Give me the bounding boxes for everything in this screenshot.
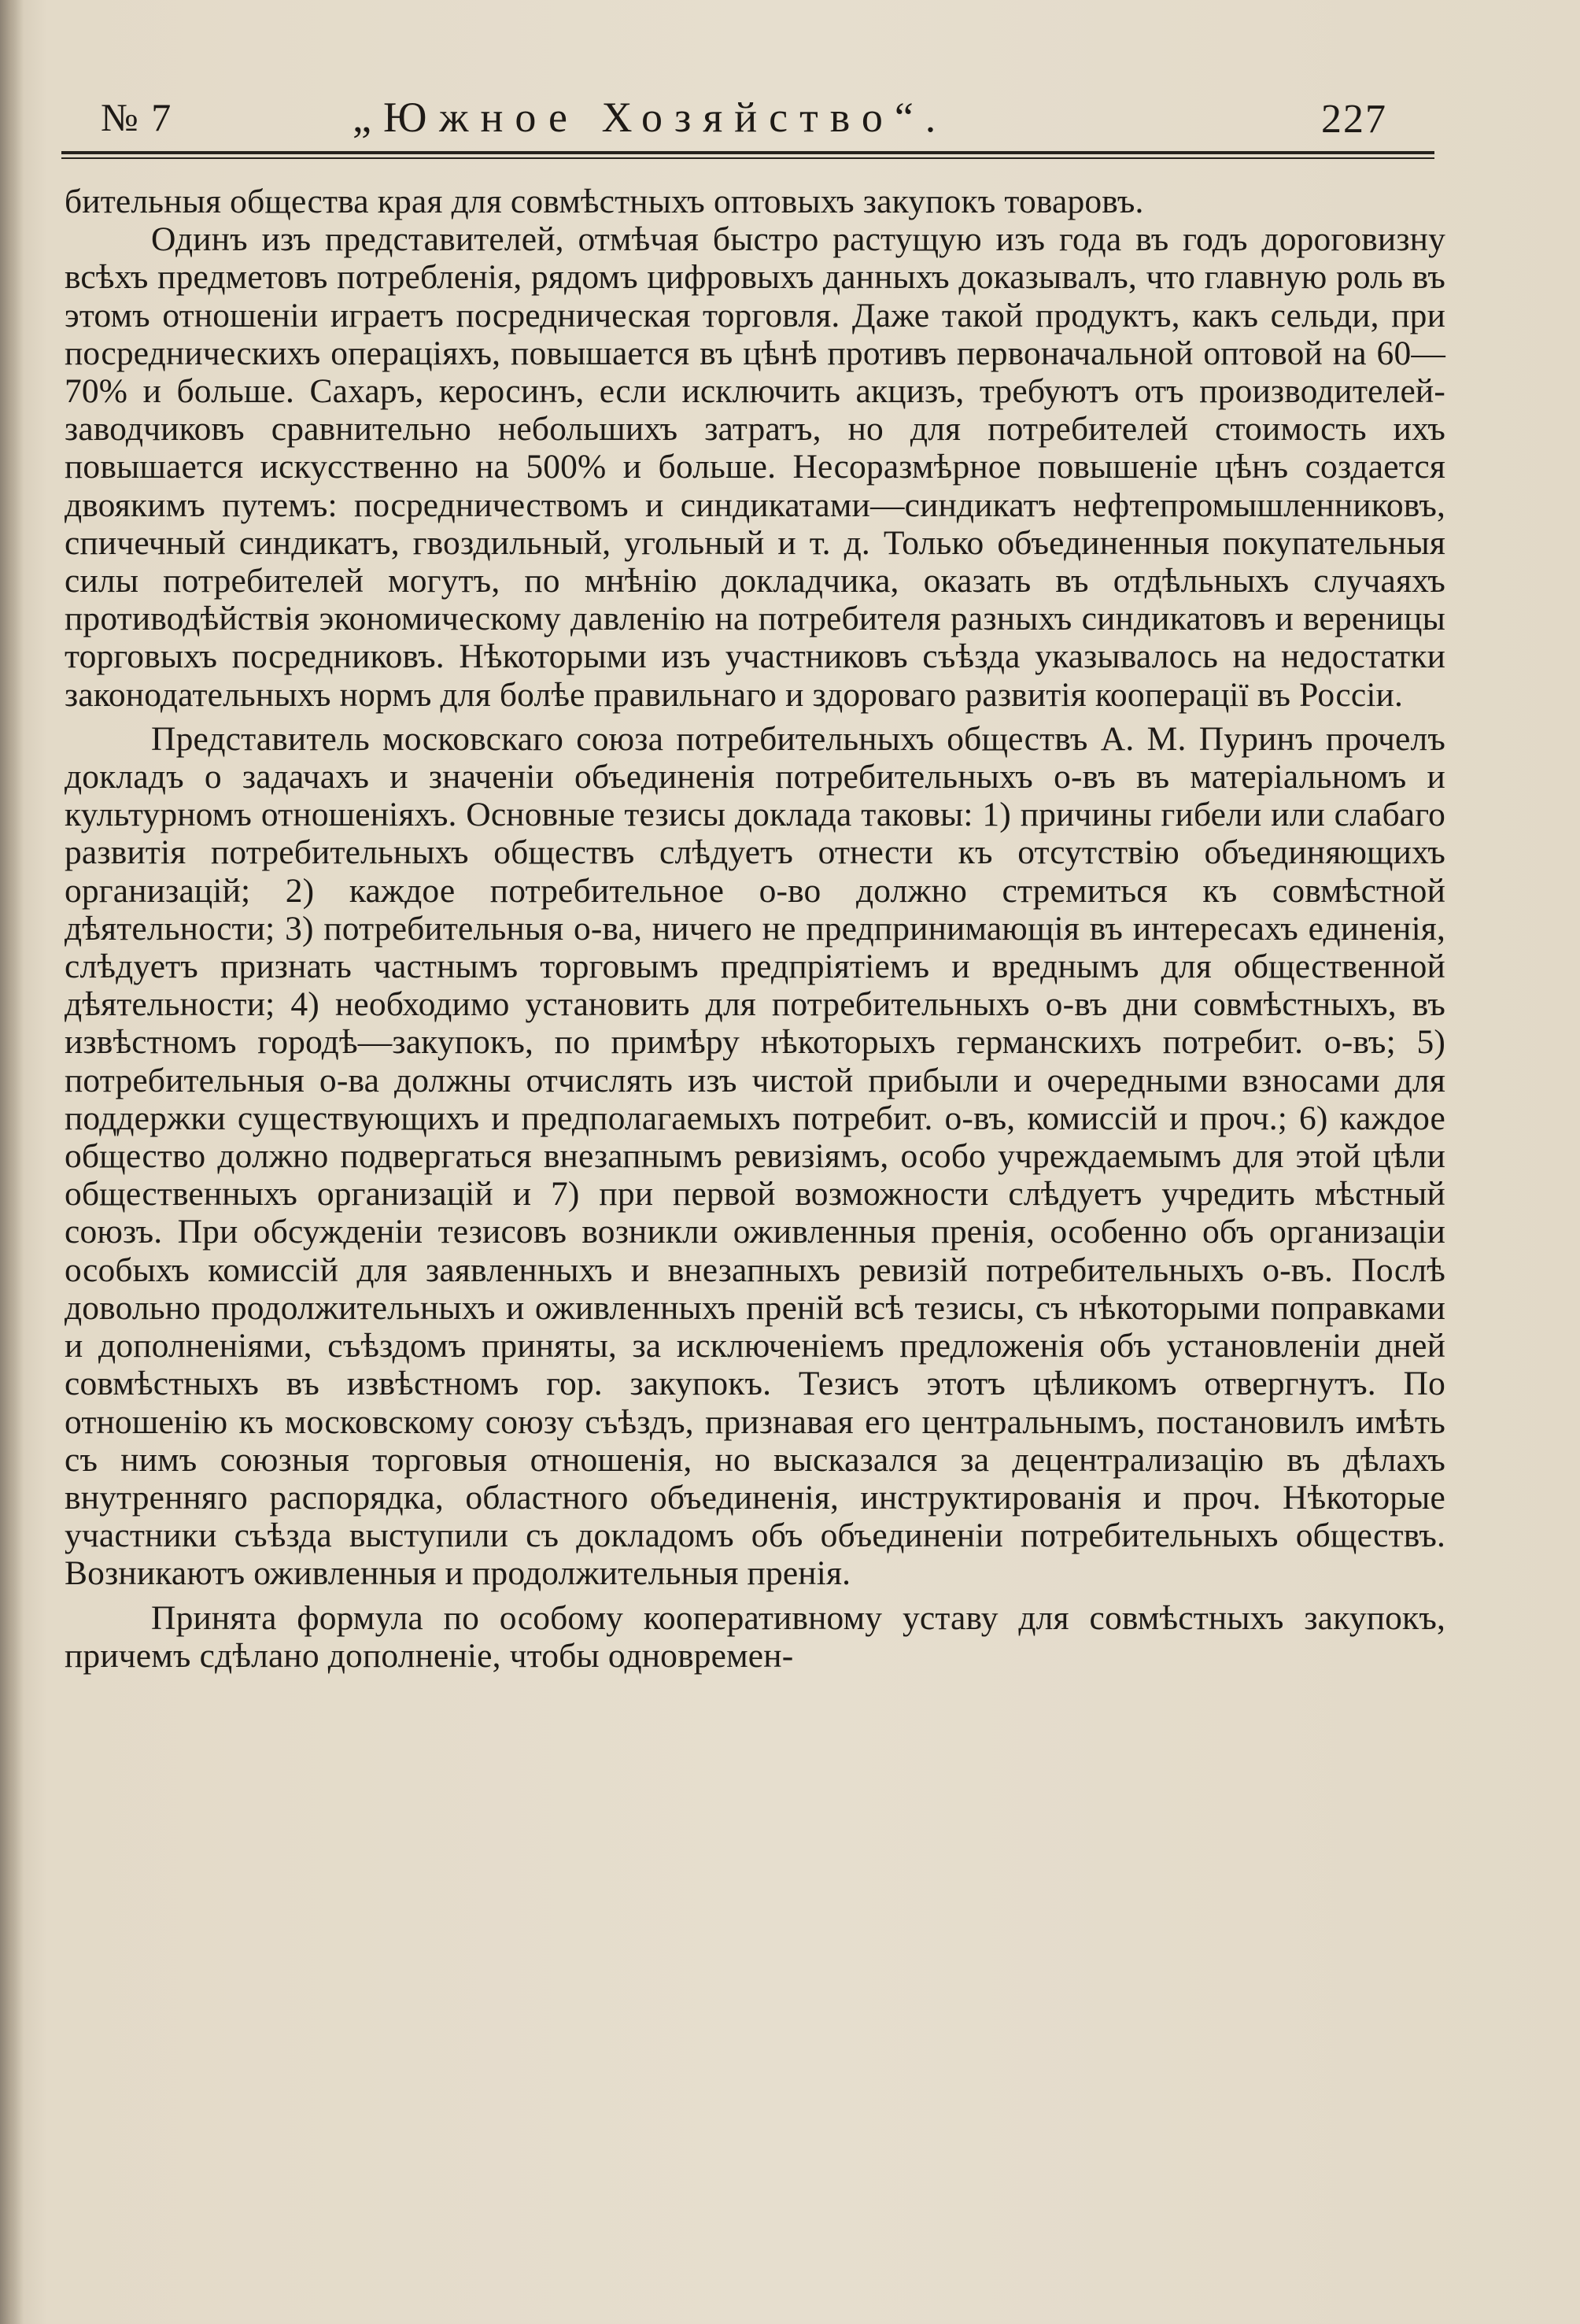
- paragraph-formula: Принята формула по особому кооперативному уставу для совмѣстныхъ закупокъ, причемъ сдѣлано дополненіе, чтобы одновремен-: [65, 1598, 1445, 1675]
- page-number: 227: [1321, 97, 1387, 142]
- header-rule-thin: [61, 157, 1434, 159]
- paragraph-moscow-union: Представитель московскаго союза потребительныхъ обществъ А. М. Пуринъ прочелъ докладъ о задачахъ и значеніи объединенія потребительныхъ о-въ въ матеріальномъ и культурномъ отношеніяхъ. Основные тезисы доклада таковы: 1) причины гибели или слабаго развитія потребительныхъ обществъ слѣдуетъ отнести къ отсутствію объединяющихъ организацій; 2) каждое потребительное о-во должно стремиться къ совмѣстной дѣятельности; 3) потребительныя о-ва, ничего не предпринимающія въ интересахъ единенія, слѣдуетъ признать частнымъ торговымъ предпріятіемъ и вреднымъ для общественной дѣятельности; 4) необходимо установить для потребительныхъ о-въ дни совмѣстныхъ, въ извѣстномъ городѣ—закупокъ, по примѣру нѣкоторыхъ германскихъ потребит. о-въ; 5) потребительныя о-ва должны отчислять изъ чистой прибыли и очередными взносами для поддержки существующихъ и предполагаемыхъ потребит. о-въ, комиссій и проч.; 6) каждое общество должно подвергаться внезапнымъ ревизіямъ, особо учреждаемымъ для этой цѣли общественныхъ организацій и 7) при первой возможности слѣдуетъ учредить мѣстный союзъ. При обсужденіи тезисовъ возникли оживленныя пренія, особенно объ организаціи особыхъ комиссій для заявленныхъ и внезапныхъ ревизій потребительныхъ о-въ. Послѣ довольно продолжительныхъ и оживленныхъ преній всѣ тезисы, съ нѣкоторыми поправками и дополненіями, съѣздомъ приняты, за исключеніемъ предложенія объ установленіи дней совмѣстныхъ въ извѣстномъ гор. закупокъ. Тезисъ этотъ цѣликомъ отвергнутъ. По отношенію къ московскому союзу съѣздъ, признавая его центральнымъ, постановилъ имѣть съ нимъ союзныя торговыя отношенія, но высказался за децентрализацію въ дѣлахъ внутренняго распорядка, областного объединенія, инструктированія и проч. Нѣкоторые участники съѣзда выступили съ докладомъ объ объединеніи потребительныхъ обществъ. Возникаютъ оживленныя и продолжительныя пренія.: [65, 719, 1445, 1593]
- header-rule-thick: [61, 151, 1434, 154]
- article-body: [65, 183, 1445, 1675]
- issue-number: № 7: [101, 95, 173, 139]
- journal-title: „Южное Хозяйство“.: [353, 94, 948, 141]
- paragraph-continuation: бительныя общества края для совмѣстныхъ оптовыхъ закупокъ товаровъ.: [65, 183, 1144, 220]
- page-header: [61, 85, 1434, 157]
- paragraph-prices: Одинъ изъ представителей, отмѣчая быстро растущую изъ года въ годъ дороговизну всѣхъ предметовъ потребленія, рядомъ цифровыхъ данныхъ доказывалъ, что главную роль въ этомъ отношеніи играетъ посредническая торговля. Даже такой продуктъ, какъ сельди, при посредническихъ операціяхъ, повышается въ цѣнѣ противъ первоначальной оптовой на 60—70% и больше. Сахаръ, керосинъ, если исключить акцизъ, требуютъ отъ производителей-заводчиковъ сравнительно небольшихъ затратъ, но для потребителей стоимость ихъ повышается искусственно на 500% и больше. Несоразмѣрное повышеніе цѣнъ создается двоякимъ путемъ: посредничествомъ и синдикатами—синдикатъ нефтепромышленниковъ, спичечный синдикатъ, гвоздильный, угольный и т. д. Только объединенныя покупательныя силы потребителей могутъ, по мнѣнію докладчика, оказать въ отдѣльныхъ случаяхъ противодѣйствія экономическому давленію на потребителя разныхъ синдикатовъ и вереницы торговыхъ посредниковъ. Нѣкоторыми изъ участниковъ съѣзда указывалось на недостатки законодательныхъ нормъ для болѣе правильнаго и здороваго развитія кооперації въ Россіи.: [65, 220, 1445, 714]
- page-binding-edge: [0, 0, 24, 2324]
